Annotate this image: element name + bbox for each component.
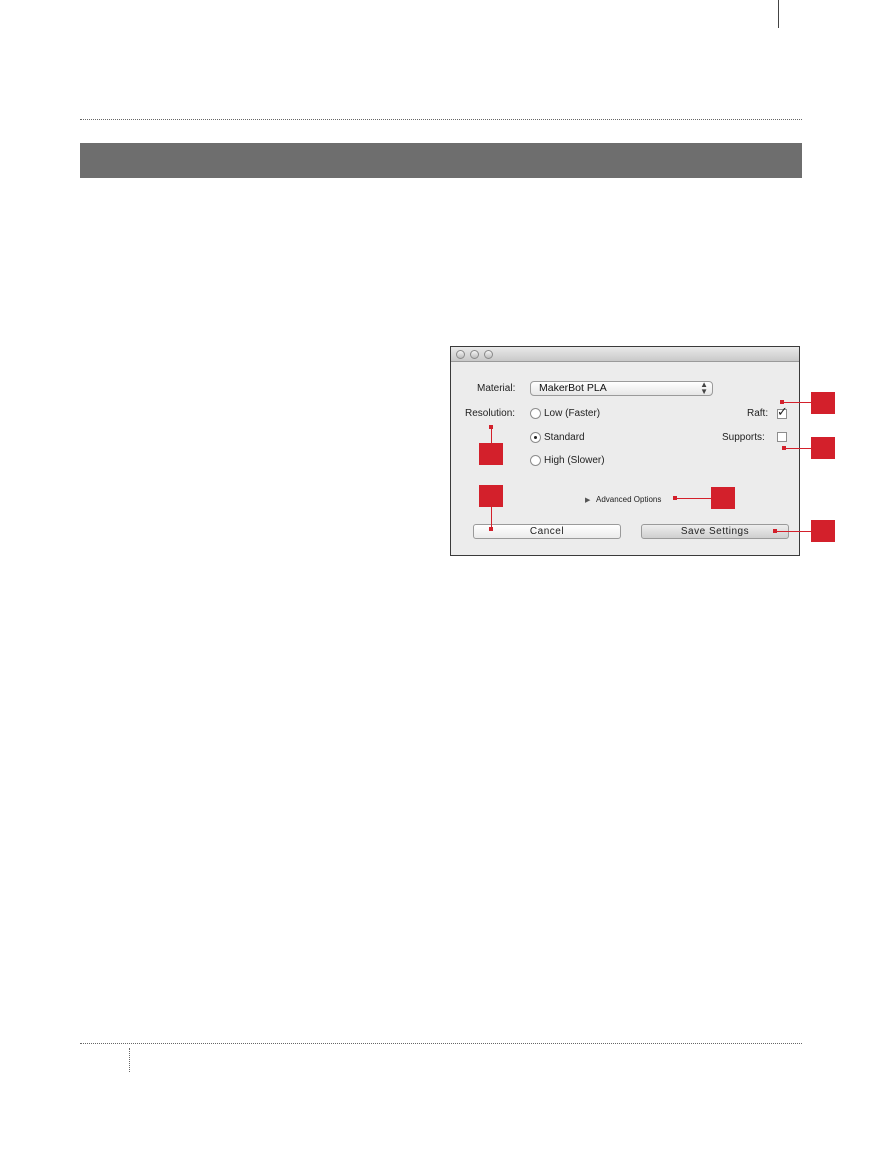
zoom-window-button[interactable] bbox=[484, 350, 493, 359]
callout-marker-save bbox=[811, 520, 835, 542]
updown-arrows-icon: ▲ ▼ bbox=[700, 380, 708, 396]
close-window-button[interactable] bbox=[456, 350, 465, 359]
material-label: Material: bbox=[477, 383, 516, 394]
advanced-options-toggle[interactable]: Advanced Options bbox=[596, 495, 662, 504]
window-titlebar bbox=[451, 347, 799, 362]
callout-dot-supports bbox=[782, 446, 786, 450]
callout-line-supports bbox=[784, 448, 811, 449]
supports-label: Supports: bbox=[722, 432, 765, 443]
minimize-window-button[interactable] bbox=[470, 350, 479, 359]
callout-dot-save bbox=[773, 529, 777, 533]
callout-dot-resolution bbox=[489, 425, 493, 429]
resolution-label: Resolution: bbox=[465, 408, 516, 419]
callout-marker-raft bbox=[811, 392, 835, 414]
crop-mark bbox=[778, 0, 779, 28]
raft-checkbox[interactable] bbox=[777, 404, 788, 419]
callout-marker-resolution bbox=[479, 443, 503, 465]
top-divider bbox=[80, 119, 802, 120]
callout-line-advanced bbox=[676, 498, 711, 499]
radio-low[interactable] bbox=[530, 408, 541, 419]
disclosure-triangle-icon[interactable]: ▶ bbox=[585, 497, 591, 504]
material-select[interactable] bbox=[530, 381, 713, 396]
callout-line-cancel bbox=[491, 507, 492, 528]
radio-high-label: High (Slower) bbox=[544, 455, 605, 466]
radio-selected-dot bbox=[534, 436, 537, 439]
callout-line-save bbox=[776, 531, 811, 532]
save-settings-button[interactable]: Save Settings bbox=[641, 524, 789, 539]
checkmark-icon: ✓ bbox=[777, 404, 788, 419]
callout-dot-advanced bbox=[673, 496, 677, 500]
callout-marker-advanced bbox=[711, 487, 735, 509]
radio-high[interactable] bbox=[530, 455, 541, 466]
callout-line-resolution bbox=[491, 428, 492, 443]
radio-standard[interactable] bbox=[530, 432, 541, 443]
callout-marker-supports bbox=[811, 437, 835, 459]
callout-line-raft bbox=[782, 402, 811, 403]
callout-dot-cancel bbox=[489, 527, 493, 531]
cancel-button[interactable]: Cancel bbox=[473, 524, 621, 539]
callout-marker-cancel bbox=[479, 485, 503, 507]
material-value: MakerBot PLA bbox=[539, 382, 607, 394]
footer-divider-tick bbox=[129, 1048, 130, 1072]
section-header-bar bbox=[80, 143, 802, 178]
radio-standard-label: Standard bbox=[544, 432, 585, 443]
raft-label: Raft: bbox=[747, 408, 769, 419]
supports-checkbox[interactable] bbox=[777, 432, 787, 442]
radio-low-label: Low (Faster) bbox=[544, 408, 601, 419]
callout-dot-raft bbox=[780, 400, 784, 404]
bottom-divider bbox=[80, 1043, 802, 1044]
